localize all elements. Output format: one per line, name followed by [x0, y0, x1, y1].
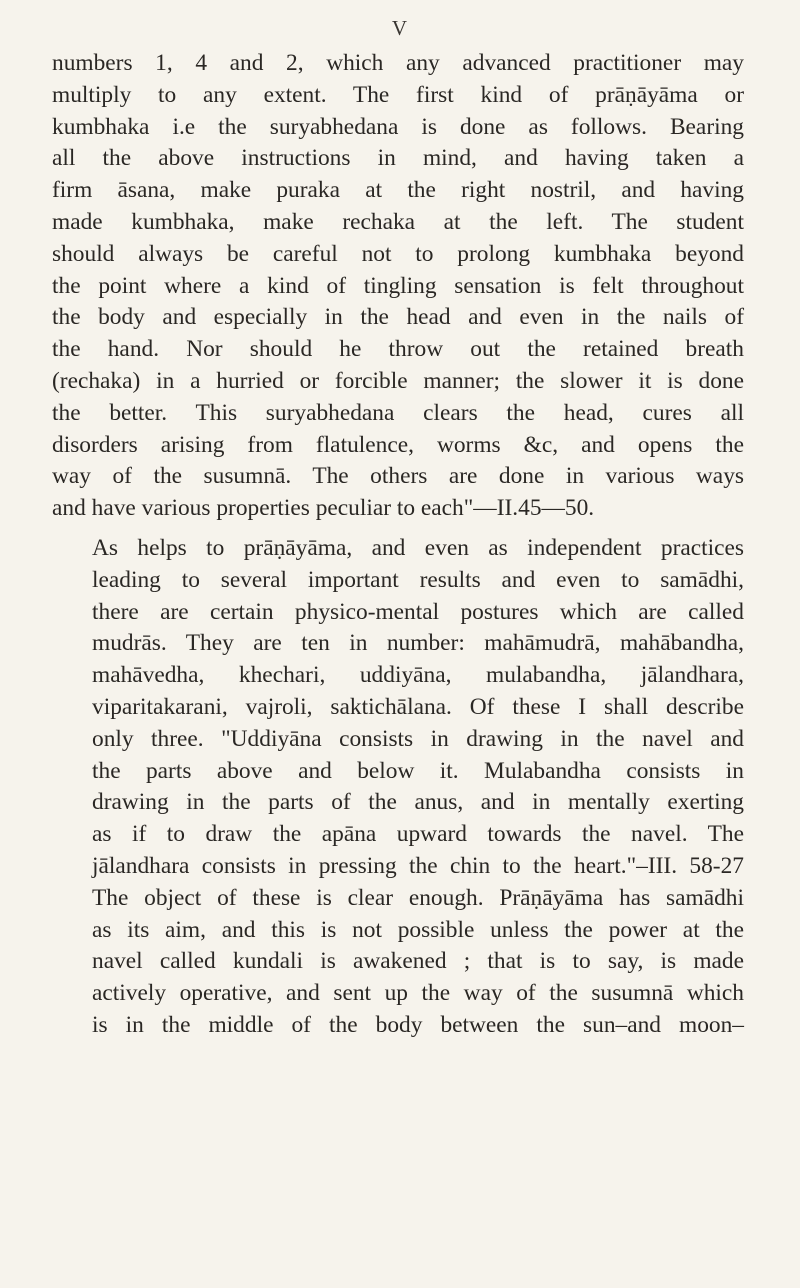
- text-line: the parts above and below it. Mulabandha consists in: [92, 757, 744, 784]
- text-line: mahāvedha, khechari, uddiyāna, mulabandha, jālandhara,: [92, 662, 744, 689]
- text-line: navel called kundali is awakened ; that is to say, is made: [92, 948, 744, 975]
- text-line: drawing in the parts of the anus, and in mentally exerting: [92, 789, 744, 816]
- text-line: the better. This suryabhedana clears the head, cures all: [52, 399, 744, 426]
- text-line: multiply to any extent. The first kind of prāṇāyāma or: [52, 81, 744, 108]
- body-text: [52, 48, 744, 1042]
- text-line: there are certain physico-mental postures which are called: [92, 598, 744, 625]
- text-line: and have various properties peculiar to each"—II.45—50.: [52, 495, 595, 522]
- paragraph-2: [52, 533, 744, 1042]
- text-line: as its aim, and this is not possible unless the power at the: [92, 916, 744, 943]
- text-line: all the above instructions in mind, and having taken a: [52, 145, 744, 172]
- text-line: numbers 1, 4 and 2, which any advanced practitioner may: [52, 50, 744, 76]
- text-line: way of the susumnā. The others are done in various ways: [52, 463, 744, 490]
- text-line: viparitakarani, vajroli, saktichālana. Of these I shall describe: [92, 693, 744, 720]
- text-line: disorders arising from flatulence, worms &c, and opens the: [52, 431, 744, 458]
- text-line: made kumbhaka, make rechaka at the left. The student: [52, 208, 744, 235]
- text-line: actively operative, and sent up the way of the susumnā which: [92, 980, 744, 1007]
- text-line: (rechaka) in a hurried or forcible manner; the slower it is done: [52, 367, 744, 394]
- text-line: leading to several important results and even to samādhi,: [92, 566, 744, 593]
- text-line: the body and especially in the head and even in the nails of: [52, 304, 744, 331]
- text-line: mudrās. They are ten in number: mahāmudrā, mahābandha,: [92, 630, 744, 657]
- text-line: the hand. Nor should he throw out the retained breath: [52, 336, 744, 363]
- text-line: kumbhaka i.e the suryabhedana is done as follows. Bearing: [52, 113, 744, 140]
- text-line: is in the middle of the body between the sun–and moon–: [92, 1011, 744, 1038]
- text-line: jālandhara consists in pressing the chin to the heart."–III. 58-27: [92, 852, 744, 879]
- text-line: the point where a kind of tingling sensation is felt throughout: [52, 272, 744, 299]
- text-line: should always be careful not to prolong kumbhaka beyond: [52, 240, 744, 267]
- text-line: As helps to prāṇāyāma, and even as independent practices: [92, 534, 744, 561]
- paragraph-1: [52, 48, 744, 525]
- text-line: The object of these is clear enough. Prāṇāyāma has samādhi: [92, 884, 744, 911]
- text-line: only three. "Uddiyāna consists in drawing in the navel and: [92, 725, 744, 752]
- page-number: V: [391, 16, 409, 40]
- text-line: firm āsana, make puraka at the right nostril, and having: [52, 177, 744, 204]
- text-line: as if to draw the apāna upward towards the navel. The: [92, 821, 744, 848]
